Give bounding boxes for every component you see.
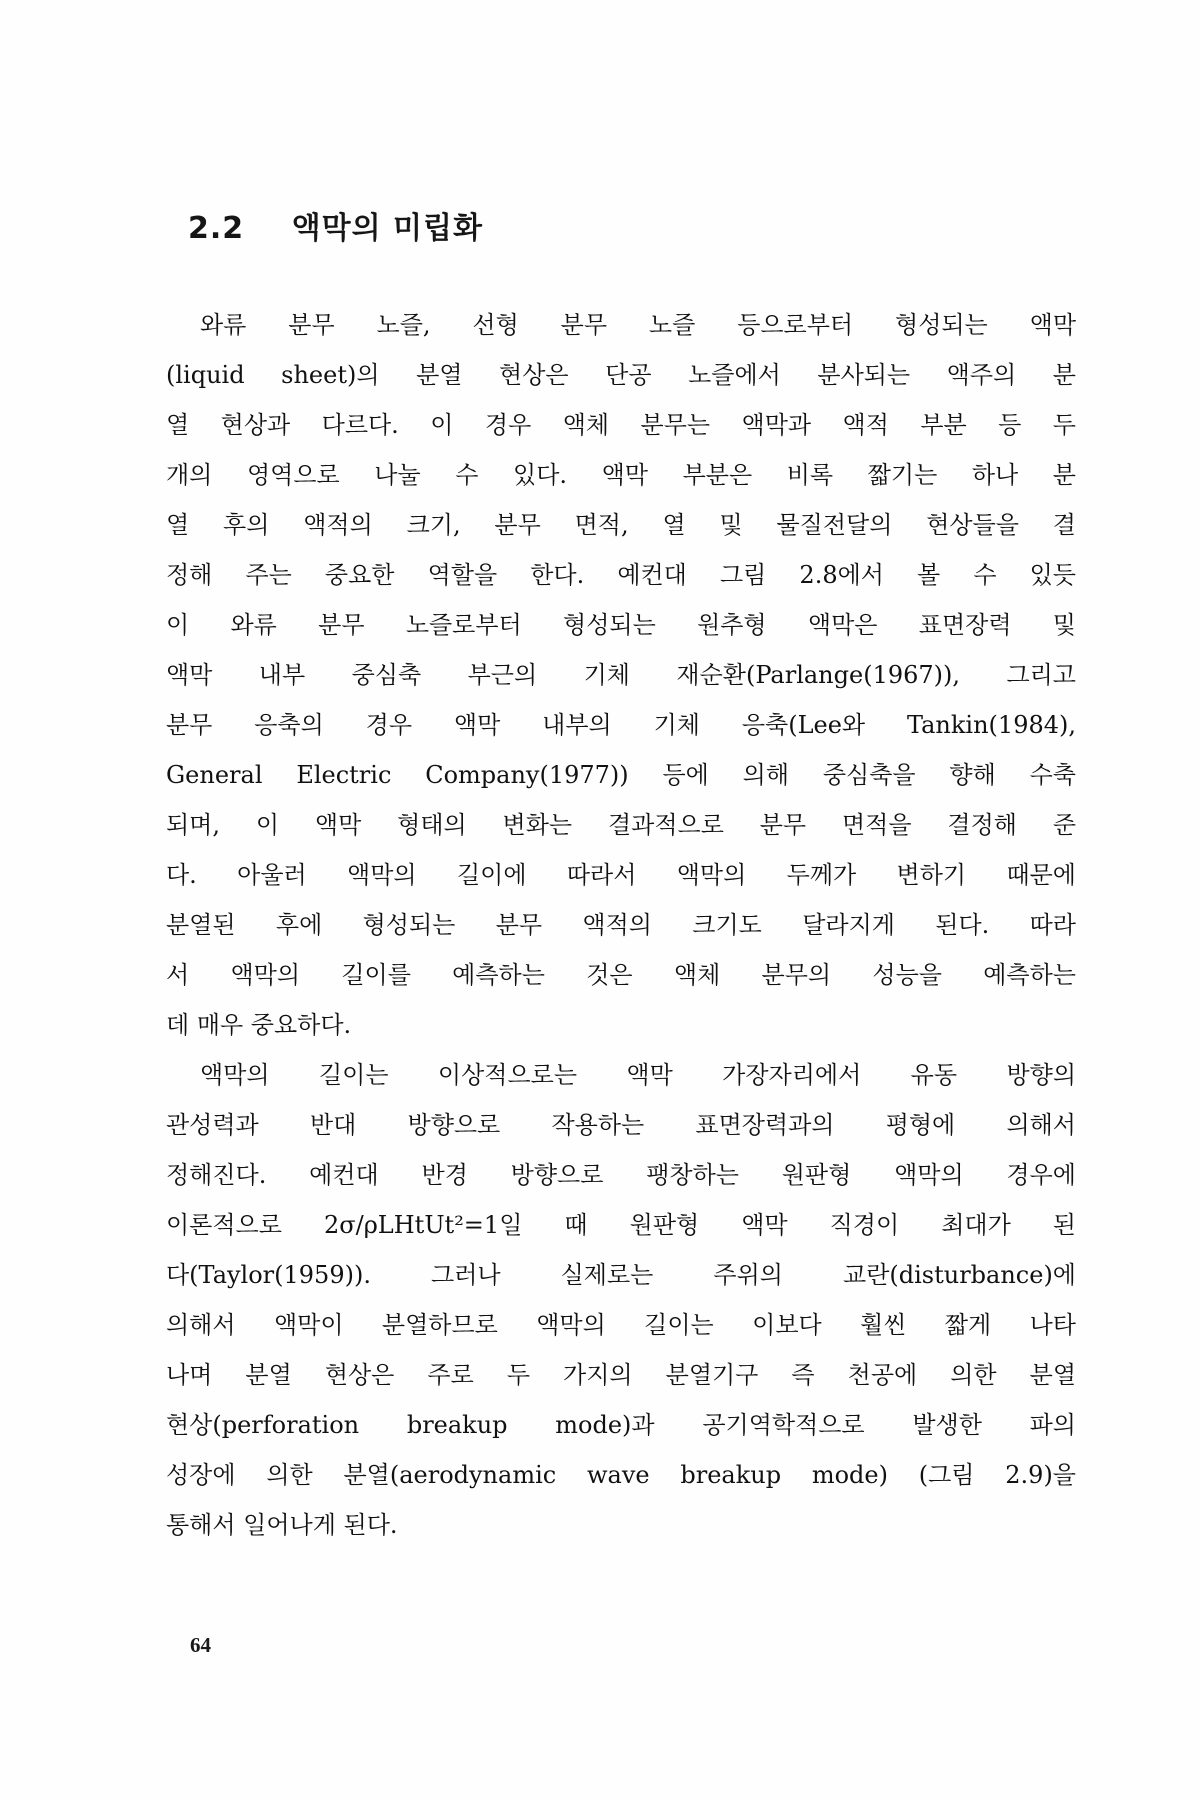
text-line: 의해서 액막이 분열하므로 액막의 길이는 이보다 훨씬 짧게 나타 [166, 1311, 1076, 1339]
body-text [166, 300, 1076, 1550]
text-line: 개의 영역으로 나눌 수 있다. 액막 부분은 비록 짧기는 하나 분 [166, 461, 1076, 489]
text-line: 정해 주는 중요한 역할을 한다. 예컨대 그림 2.8에서 볼 수 있듯 [166, 561, 1076, 589]
text-line: 현상(perforation breakup mode)과 공기역학적으로 발생한 파의 [166, 1411, 1076, 1439]
page-number: 64 [190, 1633, 211, 1657]
text-line: 분무 응축의 경우 액막 내부의 기체 응축(Lee와 Tankin(1984), [166, 711, 1076, 739]
section-heading [188, 203, 483, 247]
text-line: 액막의 길이는 이상적으로는 액막 가장자리에서 유동 방향의 [200, 1061, 1076, 1089]
text-line: 정해진다. 예컨대 반경 방향으로 팽창하는 원판형 액막의 경우에 [166, 1161, 1076, 1189]
text-line: 나며 분열 현상은 주로 두 가지의 분열기구 즉 천공에 의한 분열 [166, 1361, 1076, 1389]
section-number: 2.2 [188, 211, 245, 246]
text-line: 되며, 이 액막 형태의 변화는 결과적으로 분무 면적을 결정해 준 [166, 811, 1076, 839]
text-line: 와류 분무 노즐, 선형 분무 노즐 등으로부터 형성되는 액막 [200, 311, 1076, 339]
text-line: 열 현상과 다르다. 이 경우 액체 분무는 액막과 액적 부분 등 두 [166, 411, 1076, 439]
text-line: 다(Taylor(1959)). 그러나 실제로는 주위의 교란(disturbance)에 [166, 1261, 1076, 1289]
text-line: 데 매우 중요하다. [166, 1011, 352, 1039]
text-line: (liquid sheet)의 분열 현상은 단공 노즐에서 분사되는 액주의 분 [166, 361, 1076, 389]
section-title: 액막의 미립화 [291, 211, 483, 246]
text-line: 서 액막의 길이를 예측하는 것은 액체 분무의 성능을 예측하는 [166, 961, 1076, 989]
text-line: 열 후의 액적의 크기, 분무 면적, 열 및 물질전달의 현상들을 결 [166, 511, 1076, 539]
text-line: 성장에 의한 분열(aerodynamic wave breakup mode) (그림 2.9)을 [166, 1461, 1076, 1489]
text-line: 이론적으로 2σ/ρLHtUt²=1일 때 원판형 액막 직경이 최대가 된 [166, 1211, 1076, 1239]
text-line: 분열된 후에 형성되는 분무 액적의 크기도 달라지게 된다. 따라 [166, 911, 1076, 939]
paragraph-2 [166, 1050, 1076, 1550]
text-line: 관성력과 반대 방향으로 작용하는 표면장력과의 평형에 의해서 [166, 1111, 1076, 1139]
text-line: 통해서 일어나게 된다. [166, 1511, 398, 1539]
text-line: General Electric Company(1977)) 등에 의해 중심축을 향해 수축 [166, 761, 1076, 789]
paragraph-1 [166, 300, 1076, 1050]
text-line: 액막 내부 중심축 부근의 기체 재순환(Parlange(1967)), 그리고 [166, 661, 1076, 689]
text-line: 이 와류 분무 노즐로부터 형성되는 원추형 액막은 표면장력 및 [166, 611, 1076, 639]
text-line: 다. 아울러 액막의 길이에 따라서 액막의 두께가 변하기 때문에 [166, 861, 1076, 889]
